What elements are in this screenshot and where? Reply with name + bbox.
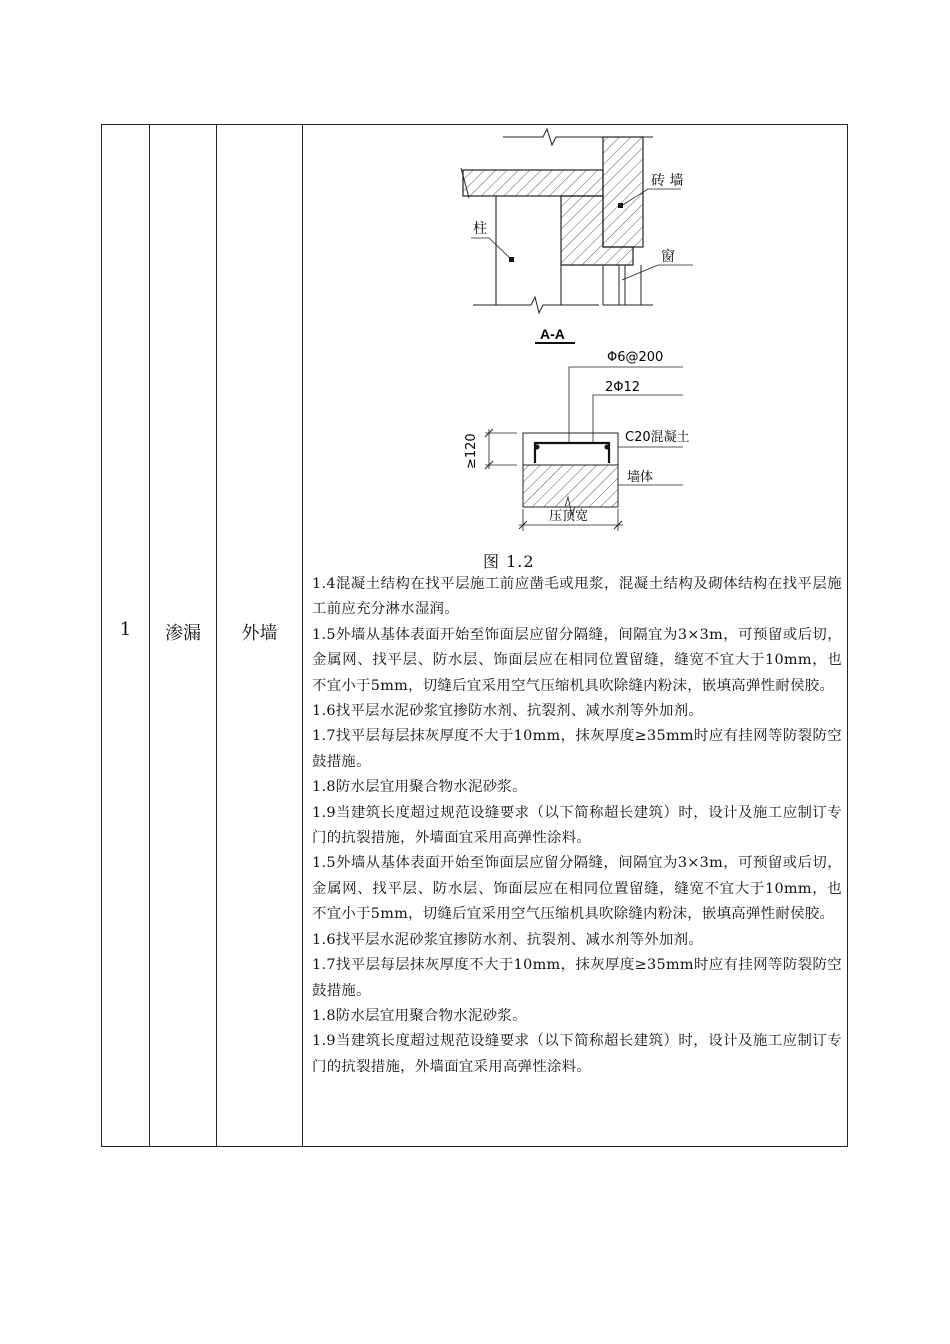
paragraph: 1.6找平层水泥砂浆宜掺防水剂、抗裂剂、减水剂等外加剂。 — [312, 931, 704, 948]
paragraph: 1.7找平层每层抹灰厚度不大于10mm，抹灰厚度≥35mm时应有挂网等防裂防空鼓措施。 — [312, 957, 842, 999]
measures-text — [312, 572, 842, 1080]
label-wall: 墙体 — [627, 470, 654, 485]
figure-caption: 图 1.2 — [483, 552, 535, 571]
label-rebar: 2Φ12 — [605, 380, 641, 395]
paragraph: 1.8防水层宜用聚合物水泥砂浆。 — [312, 1007, 527, 1024]
label-brick-wall: 砖 墙 — [651, 173, 684, 189]
section-label: A-A — [540, 326, 565, 342]
index-cell — [102, 125, 150, 1146]
row-category: 渗漏 — [165, 623, 201, 644]
break-line-bottom — [473, 297, 599, 313]
row-index: 1 — [119, 619, 132, 640]
break-line-top — [503, 129, 603, 145]
location-cell — [217, 125, 303, 1146]
label-column: 柱 — [473, 221, 487, 237]
slab-shape — [463, 170, 603, 196]
coping-section-detail — [464, 350, 690, 531]
paragraph: 1.4混凝土结构在找平层施工前应凿毛或甩浆，混凝土结构及砌体结构在找平层施工前应充分淋水湿润。 — [312, 576, 842, 618]
label-height: ≥120 — [464, 433, 479, 469]
label-concrete: C20混凝土 — [625, 430, 690, 445]
defect-table — [101, 124, 848, 1147]
wall-window-detail — [461, 129, 693, 313]
paragraph: 1.5外墙从基体表面开始至饰面层应留分隔缝，间隔宜为3×3m，可预留或后切，金属网、找平层、防水层、饰面层应在相同位置留缝，缝宽不宜大于10mm，也不宜小于5mm，切缝后宜采用空气压缩机具吹除缝内粉沫，嵌填高弹性耐侯胶。 — [312, 626, 842, 694]
category-cell — [150, 125, 217, 1146]
paragraph: 1.6找平层水泥砂浆宜掺防水剂、抗裂剂、减水剂等外加剂。 — [312, 703, 704, 720]
row-location: 外墙 — [241, 623, 278, 644]
construction-detail-drawing — [303, 125, 848, 575]
rebar-left — [535, 445, 540, 450]
wall-section-shape — [523, 465, 618, 507]
paragraph: 1.9当建筑长度超过规范设缝要求（以下简称超长建筑）时，设计及施工应制订专门的抗裂措施，外墙面宜采用高弹性涂料。 — [312, 804, 842, 847]
label-window: 窗 — [661, 249, 675, 265]
label-width: 压顶宽 — [549, 509, 589, 524]
brick-wall-shape — [603, 137, 643, 247]
paragraph: 1.7找平层每层抹灰厚度不大于10mm，抹灰厚度≥35mm时应有挂网等防裂防空鼓措施。 — [312, 728, 842, 770]
paragraph: 1.9当建筑长度超过规范设缝要求（以下简称超长建筑）时，设计及施工应制订专门的抗裂措施，外墙面宜采用高弹性涂料。 — [312, 1033, 842, 1075]
rebar-right — [605, 445, 610, 450]
paragraph: 1.5外墙从基体表面开始至饰面层应留分隔缝，间隔宜为3×3m，可预留或后切，金属网、找平层、防水层、饰面层应在相同位置留缝，缝宽不宜大于10mm，也不宜小于5mm，切缝后宜采用空气压缩机具吹除缝内粉沫，嵌填高弹性耐侯胶。 — [312, 855, 842, 923]
paragraph: 1.8防水层宜用聚合物水泥砂浆。 — [312, 779, 527, 796]
label-stirrup: Φ6@200 — [607, 350, 664, 365]
measures-cell — [303, 125, 848, 1146]
